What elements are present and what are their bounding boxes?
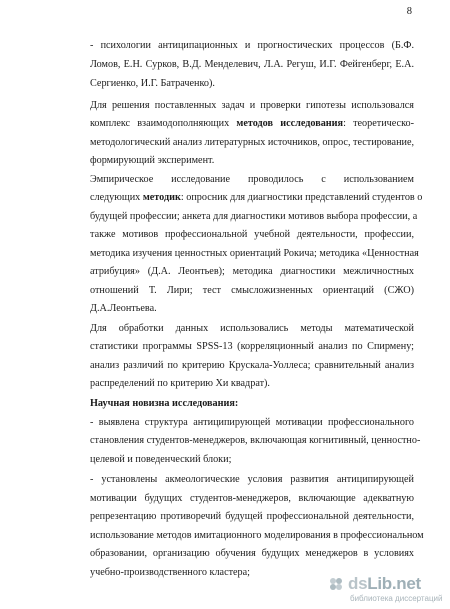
text-line: Ломов, Е.Н. Сурков, В.Д. Менделевич, Л.А. Регуш, И.Г. Фейгенберг, Е.А. [90,59,414,70]
text-line: распределений по критерию Хи квадрат). [90,378,270,389]
text-line: Для обработки данных использовались методы математической [90,323,414,334]
text-line: комплекс взаимодополняющих методов исследования: теоретическо- [90,118,414,129]
text-line: Д.А.Леонтьева. [90,303,157,314]
text-line: будущей профессии; анкета для диагностики мотивов выбора профессии, а [90,211,418,222]
text-line: Эмпирическое исследование проводилось с использованием [90,174,414,185]
text-line: мотивации будущих студентов-менеджеров, включающие адекватную [90,493,414,504]
text-line: формирующий эксперимент. [90,155,215,166]
text-line: учебно-производственного кластера; [90,567,251,578]
text-line: образовании, организацию обучения будущих менеджеров в условиях [90,548,414,559]
text-line: целевой и поведенческий блоки; [90,454,232,465]
bold-phrase: методик [142,192,181,203]
section-heading: Научная новизна исследования: [90,398,239,409]
text-line: методологический анализ литературных источников, опрос, тестирование, [90,137,415,148]
dslib-logo-icon [328,576,344,592]
text-line: методика изучения ценностных ориентаций Рокича; методика «Ценностная [90,248,419,259]
text-line: статистики программы SPSS-13 (корреляционный анализ по Спирмену; [90,341,414,352]
text-line: - психологии антиципационных и прогностических процессов (Б.Ф. [90,40,414,51]
dslib-watermark [328,574,443,605]
text-line: Для решения поставленных задач и проверки гипотезы использовался [90,100,414,111]
text-line: - выявлена структура антиципирующей мотивации профессионального [90,417,414,428]
text-line: также мотивов профессиональной учебной деятельности, профессии, [90,229,414,240]
bold-phrase: методов исследования [236,118,344,129]
watermark-tagline: библиотека диссертаций [350,594,443,603]
page-number: 8 [406,6,412,17]
text-line: Сергиенко, И.Г. Батраченко). [90,78,215,89]
text-line: атрибуция» (Д.А. Леонтьев); методика диагностики межличностных [90,266,414,277]
text-line: - установлены акмеологические условия развития антиципирующей [90,474,414,485]
text-line: анализ различий по критерию Крускала-Уоллеса; сравнительный анализ [90,360,414,371]
text-line: использование методов имитационного моделирования в профессиональном [90,530,424,541]
text-line: следующих методик: опросник для диагностики представлений студентов о [90,192,423,203]
text-line: становления студентов-менеджеров, включающая когнитивный, ценностно- [90,435,421,446]
text-line: репрезентацию противоречий будущей профессиональной деятельности, [90,511,414,522]
text-line: отношений Т. Лири; тест смысложизненных ориентаций (СЖО) [90,285,414,296]
watermark-brand: dsLib.net [348,574,421,593]
